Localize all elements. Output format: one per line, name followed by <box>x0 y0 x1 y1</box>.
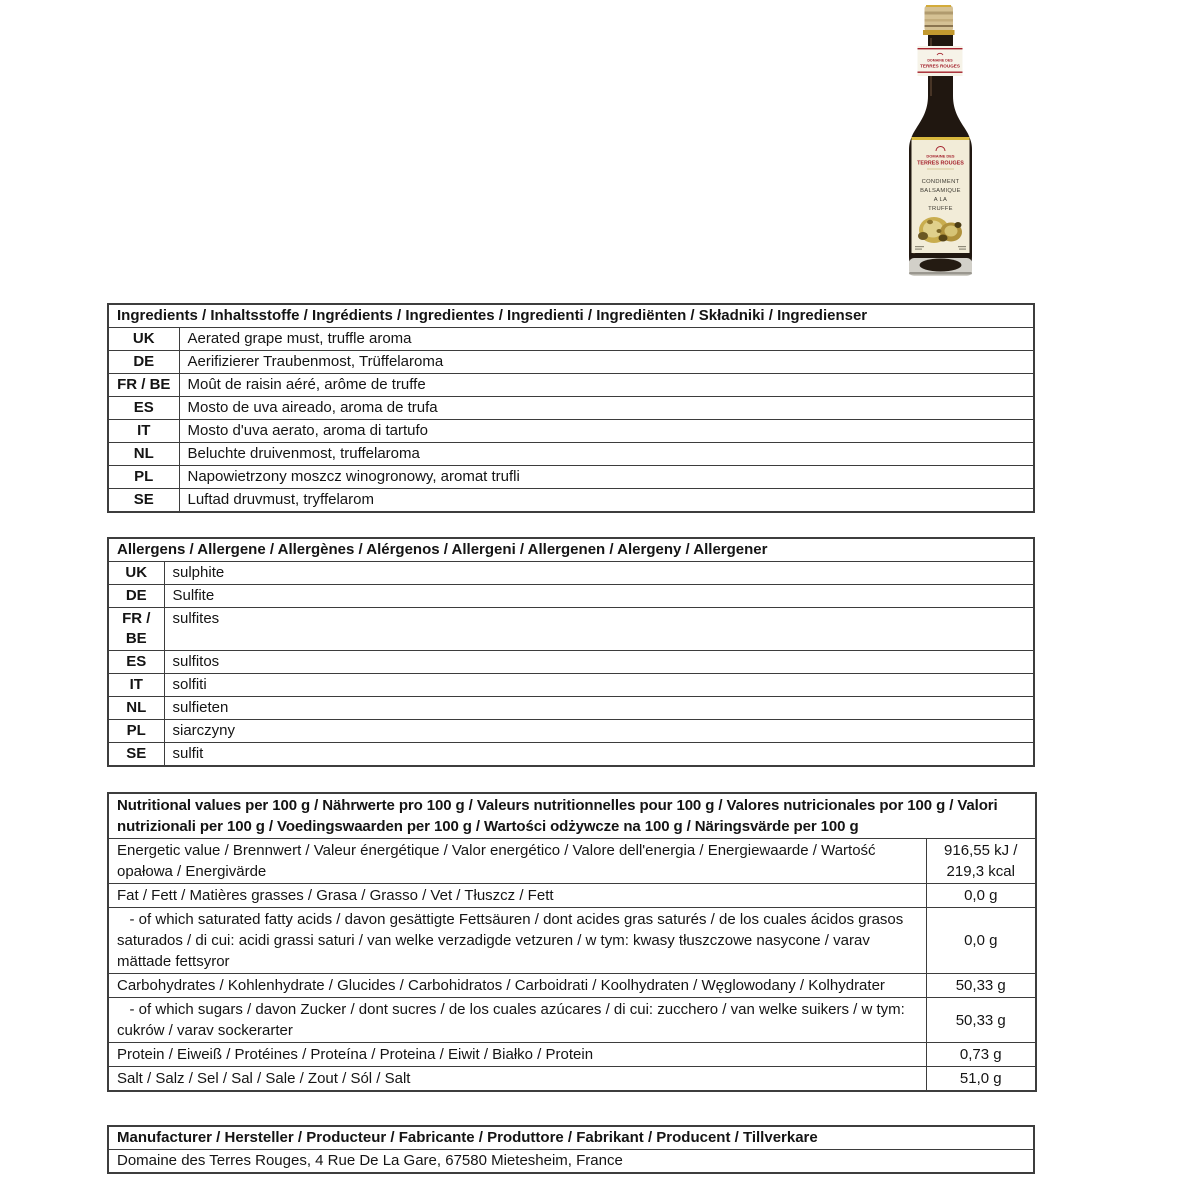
nutrient-label: Protein / Eiweiß / Protéines / Proteína / Proteina / Eiwit / Białko / Protein <box>108 1043 926 1067</box>
allergen-text: sulfitos <box>164 651 1034 674</box>
nutrient-label: Salt / Salz / Sel / Sal / Sale / Zout / Sól / Salt <box>108 1067 926 1092</box>
nutrient-value: 0,73 g <box>926 1043 1036 1067</box>
nutrient-value: 51,0 g <box>926 1067 1036 1092</box>
ingredient-text: Moût de raisin aéré, arôme de truffe <box>179 374 1034 397</box>
nutrient-label: - of which sugars / davon Zucker / dont sucres / de los cuales azúcares / di cui: zucchero / van welke suikers / w tym: cukrów / varav sockerarter <box>108 998 926 1043</box>
nutrition-row <box>108 1043 1036 1067</box>
gold-band <box>923 30 955 35</box>
product-name-line1: CONDIMENT <box>921 179 960 185</box>
nutrient-label: Fat / Fett / Matières grasses / Grasa / Grasso / Vet / Tłuszcz / Fett <box>108 884 926 908</box>
allergens-row <box>108 720 1034 743</box>
nutrition-row <box>108 884 1036 908</box>
language-code: NL <box>108 697 164 720</box>
allergen-text: sulfites <box>164 608 1034 651</box>
ingredients-row <box>108 397 1034 420</box>
label-brand-line2: TERRES ROUGES <box>917 160 964 167</box>
bottle-cork-cap <box>923 5 955 35</box>
allergen-text: Sulfite <box>164 585 1034 608</box>
ingredient-text: Luftad druvmust, tryffelarom <box>179 489 1034 513</box>
language-code: ES <box>108 397 179 420</box>
manufacturer-table <box>107 1125 1035 1174</box>
neck-label-line2: TERRES ROUGES <box>920 63 960 69</box>
nutrition-table <box>107 792 1037 1092</box>
allergen-text: siarczyny <box>164 720 1034 743</box>
ingredients-row <box>108 466 1034 489</box>
nutrition-row <box>108 839 1036 884</box>
allergens-header: Allergens / Allergene / Allergènes / Alérgenos / Allergeni / Allergenen / Alergeny / Allergener <box>108 538 1034 562</box>
language-code: PL <box>108 466 179 489</box>
ingredient-text: Mosto de uva aireado, aroma de trufa <box>179 397 1034 420</box>
allergens-row <box>108 651 1034 674</box>
allergen-text: sulfit <box>164 743 1034 767</box>
ingredients-row <box>108 328 1034 351</box>
language-code: PL <box>108 720 164 743</box>
ingredients-row <box>108 443 1034 466</box>
ingredients-row <box>108 351 1034 374</box>
nutrition-row <box>108 998 1036 1043</box>
ingredient-text: Beluchte druivenmost, truffelaroma <box>179 443 1034 466</box>
language-code: IT <box>108 420 179 443</box>
ingredients-header-row <box>108 304 1034 328</box>
language-code: DE <box>108 351 179 374</box>
manufacturer-header: Manufacturer / Hersteller / Producteur / Fabricante / Produttore / Fabrikant / Producent / Tillverkare <box>108 1126 1034 1150</box>
language-code: UK <box>108 328 179 351</box>
language-code: IT <box>108 674 164 697</box>
bottle-neck-label <box>918 46 963 76</box>
nutrition-row <box>108 908 1036 974</box>
ingredients-header: Ingredients / Inhaltsstoffe / Ingrédients / Ingredientes / Ingredienti / Ingrediënten / Składniki / Ingredienser <box>108 304 1034 328</box>
product-name-line4: TRUFFE <box>928 206 953 212</box>
nutrient-value: 0,0 g <box>926 884 1036 908</box>
language-code: NL <box>108 443 179 466</box>
nutrient-value: 0,0 g <box>926 908 1036 974</box>
product-name-line2: BALSAMIQUE <box>920 188 961 194</box>
allergens-row <box>108 608 1034 651</box>
language-code: SE <box>108 743 164 767</box>
nutrient-label: Carbohydrates / Kohlenhydrate / Glucides / Carbohidratos / Carboidrati / Koolhydraten / Węglowodany / Kolhydrater <box>108 974 926 998</box>
nutrient-value: 50,33 g <box>926 974 1036 998</box>
ingredient-text: Aerifizierer Traubenmost, Trüffelaroma <box>179 351 1034 374</box>
ingredient-text: Mosto d'uva aerato, aroma di tartufo <box>179 420 1034 443</box>
allergens-row <box>108 674 1034 697</box>
nutrition-row <box>108 974 1036 998</box>
nutrition-header-row <box>108 793 1036 839</box>
ingredient-text: Aerated grape must, truffle aroma <box>179 328 1034 351</box>
nutrient-label: - of which saturated fatty acids / davon gesättigte Fettsäuren / dont acides gras saturés / de los cuales ácidos grasos saturados / di cui: acidi grassi saturi / van welke verzadigde vetzuren / w tym: kwasy tłuszczowe nasycone / varav mättade fettsyror <box>108 908 926 974</box>
allergen-text: sulphite <box>164 562 1034 585</box>
allergens-row <box>108 743 1034 767</box>
language-code: SE <box>108 489 179 513</box>
manufacturer-address: Domaine des Terres Rouges, 4 Rue De La Gare, 67580 Mietesheim, France <box>108 1150 1034 1174</box>
manufacturer-address-row <box>108 1150 1034 1174</box>
language-code: UK <box>108 562 164 585</box>
allergen-text: solfiti <box>164 674 1034 697</box>
truffle-balsamic-bottle-graphic <box>903 4 978 280</box>
language-code: FR / BE <box>108 608 164 651</box>
label-brand-line1: DOMAINE DES <box>926 153 955 159</box>
allergen-text: sulfieten <box>164 697 1034 720</box>
ingredients-table <box>107 303 1035 513</box>
nutrition-header: Nutritional values per 100 g / Nährwerte pro 100 g / Valeurs nutritionnelles pour 100 g / Valores nutricionales por 100 g / Valori nutrizionali per 100 g / Voedingswaarden per 100 g / Wartości odżywcze na 100 g / Näringsvärde per 100 g <box>108 793 1036 839</box>
allergens-header-row <box>108 538 1034 562</box>
ingredient-text: Napowietrzony moszcz winogronowy, aromat trufli <box>179 466 1034 489</box>
bottle-main-label <box>912 137 970 253</box>
language-code: DE <box>108 585 164 608</box>
nutrient-label: Energetic value / Brennwert / Valeur énergétique / Valor energético / Valore dell'energia / Energiewaarde / Wartość opałowa / Energivärde <box>108 839 926 884</box>
allergens-row <box>108 697 1034 720</box>
allergens-row <box>108 585 1034 608</box>
ingredients-row <box>108 374 1034 397</box>
nutrition-row <box>108 1067 1036 1092</box>
neck-label-line1: DOMAINE DES <box>927 58 953 63</box>
ingredients-row <box>108 420 1034 443</box>
product-name-line3: A LA <box>933 197 948 203</box>
bottle-glass-base <box>909 258 972 276</box>
nutrient-value: 50,33 g <box>926 998 1036 1043</box>
allergens-row <box>108 562 1034 585</box>
manufacturer-header-row <box>108 1126 1034 1150</box>
bottle-image <box>903 4 978 280</box>
allergens-table <box>107 537 1035 767</box>
nutrient-value: 916,55 kJ / 219,3 kcal <box>926 839 1036 884</box>
label-gold-border <box>912 137 970 140</box>
language-code: FR / BE <box>108 374 179 397</box>
ingredients-row <box>108 489 1034 513</box>
language-code: ES <box>108 651 164 674</box>
